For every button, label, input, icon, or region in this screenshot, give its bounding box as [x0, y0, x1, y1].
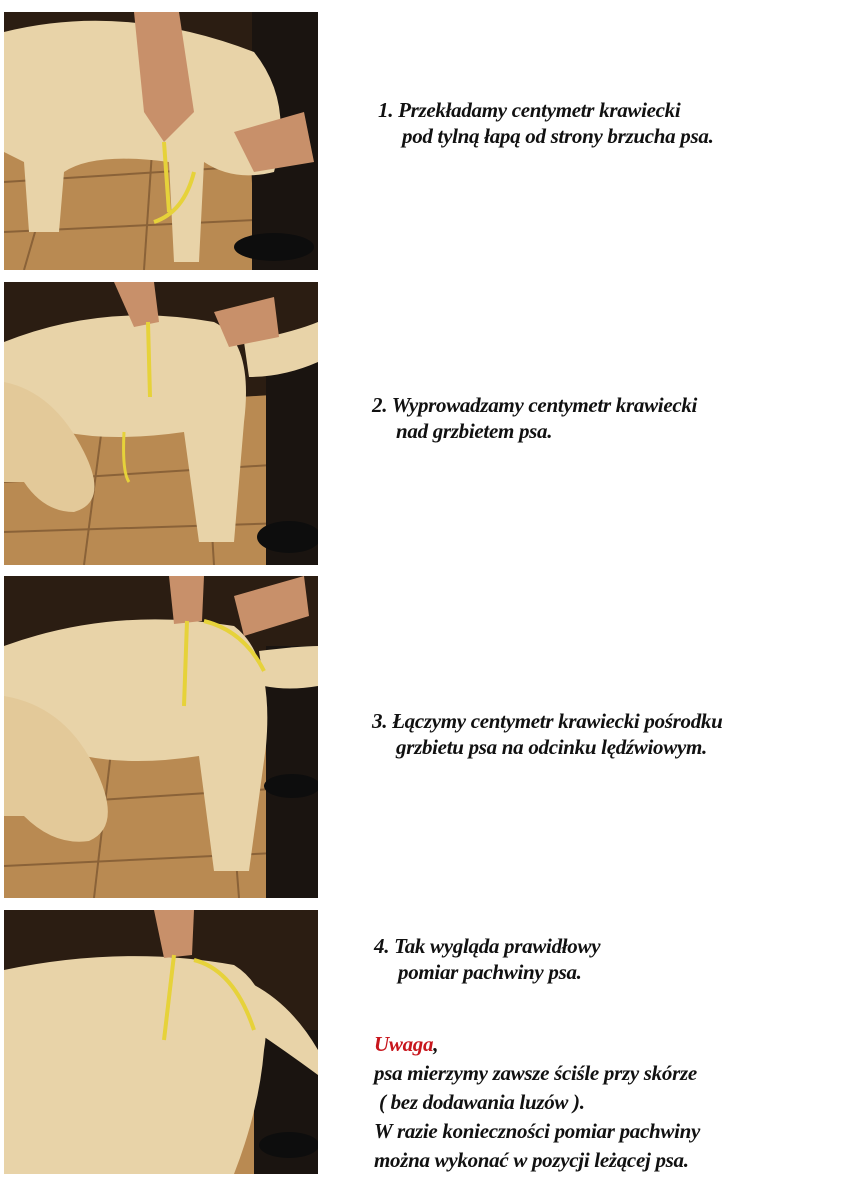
step-4-text — [374, 933, 600, 985]
step-3-text — [372, 708, 723, 760]
step-2-line-1: 2. Wyprowadzamy centymetr krawiecki — [372, 393, 698, 417]
note-line-2: ( bez dodawania luzów ). — [374, 1090, 585, 1114]
warning-heading — [374, 1030, 700, 1059]
photo-step-2 — [4, 282, 318, 565]
photo-step-1 — [4, 12, 318, 270]
photo-step-3 — [4, 576, 318, 898]
step-3-line-2: grzbietu psa na odcinku lędźwiowym. — [396, 735, 707, 759]
photo-step-4 — [4, 910, 318, 1174]
warning-word: Uwaga — [374, 1032, 434, 1056]
warning-note — [374, 1030, 700, 1175]
step-2-text — [372, 392, 697, 444]
step-4-line-2: pomiar pachwiny psa. — [398, 960, 582, 984]
step-1-text — [378, 97, 714, 149]
step-1-line-2: pod tylną łapą od strony brzucha psa. — [402, 124, 714, 148]
step-2-line-2: nad grzbietem psa. — [396, 419, 553, 443]
step-3-line-1: 3. Łączymy centymetr krawiecki pośrodku — [372, 709, 723, 733]
note-line-4: można wykonać w pozycji leżącej psa. — [374, 1148, 689, 1172]
step-1-line-1: 1. Przekładamy centymetr krawiecki — [378, 98, 681, 122]
note-line-3: W razie konieczności pomiar pachwiny — [374, 1119, 701, 1143]
note-line-1: psa mierzymy zawsze ściśle przy skórze — [374, 1061, 697, 1085]
warning-comma: , — [433, 1032, 439, 1056]
step-4-line-1: 4. Tak wygląda prawidłowy — [374, 934, 601, 958]
